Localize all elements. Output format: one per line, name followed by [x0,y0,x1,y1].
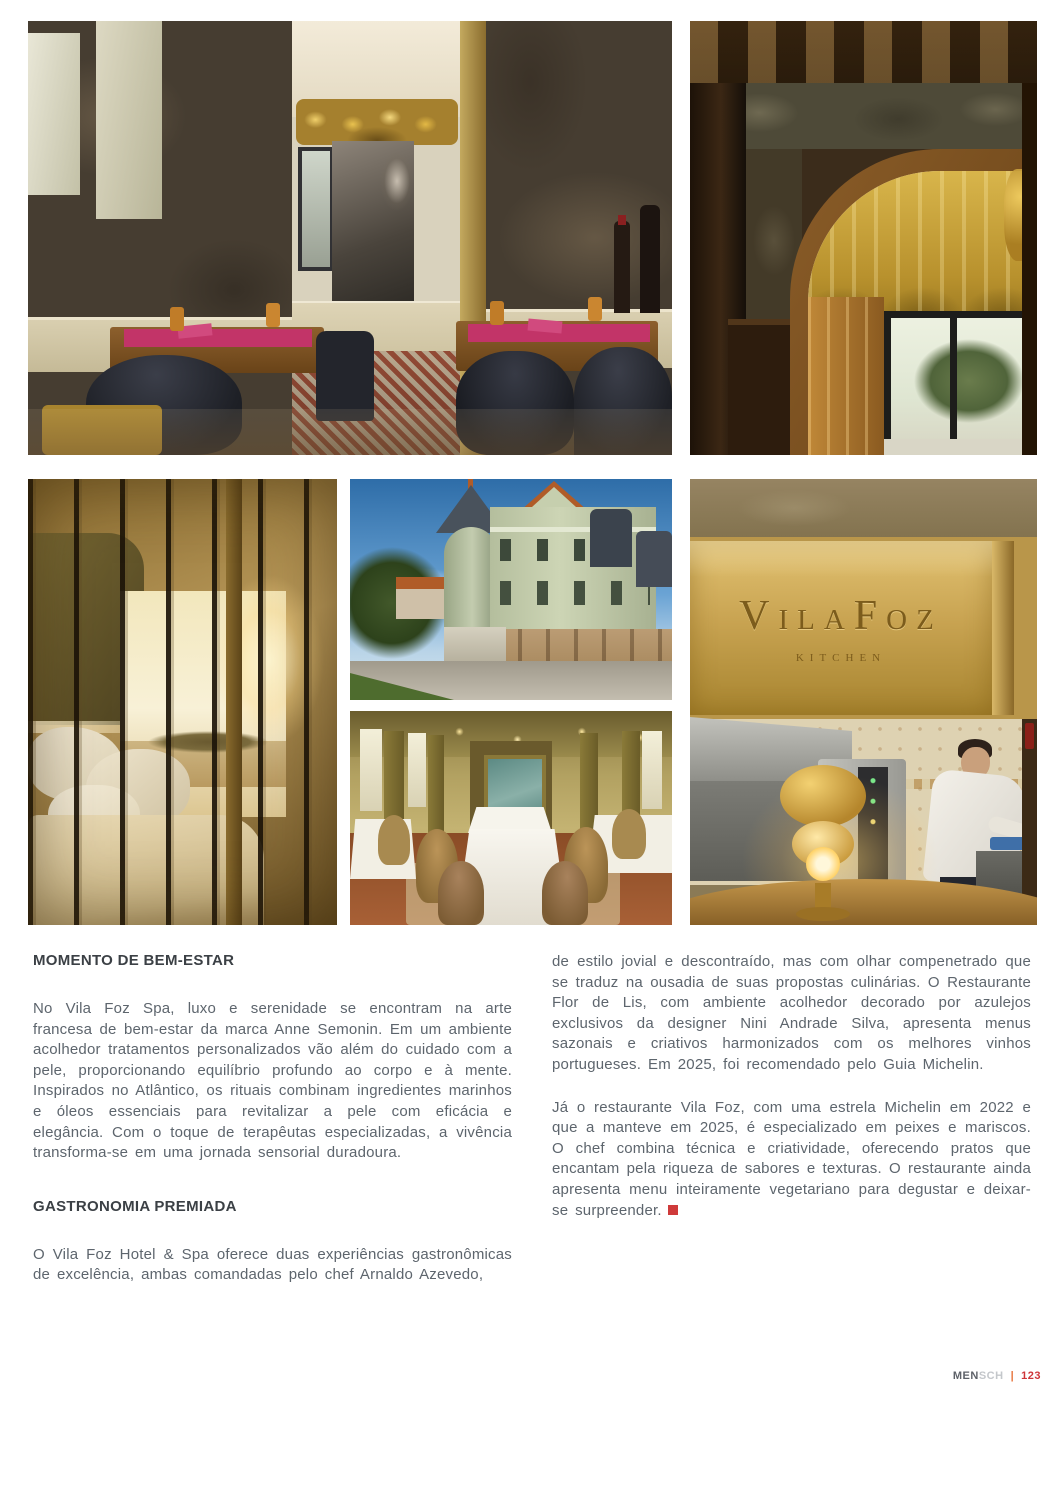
magenta-table-runner [124,329,312,347]
tan-chair [612,809,646,859]
glossy-floor [28,409,672,455]
kitchen-sign-brand-text: VilaFoz [739,593,943,639]
text-column-left [33,952,512,1308]
photo-hotel-exterior [350,479,672,700]
brass-lamp-shade [780,765,866,827]
carved-wood-ceiling [690,21,1037,87]
gold-chandelier [296,99,458,145]
wall-mirror-panel [96,21,162,219]
window-row [500,581,650,605]
paragraph-vila-foz [552,1098,1031,1222]
red-utensil [1025,723,1034,749]
window-frame [884,311,1037,318]
dark-chair [316,331,374,421]
page-number: 123 [1021,1370,1041,1382]
amber-glass [170,307,184,331]
heading-momento-bem-estar: MOMENTO DE BEM-ESTAR [33,952,235,969]
tan-chair [438,861,484,925]
tall-window [642,731,662,809]
magazine-name-light: SCH [978,1370,1004,1382]
heading-gastronomia-premiada: GASTRONOMIA PREMIADA [33,1197,237,1215]
amber-glass [266,303,280,327]
paragraph-gastronomia-intro: O Vila Foz Hotel & Spa oferece duas experiências gastronômicas de excelência, ambas comandadas pelo chef Arnaldo Azevedo, [33,1245,512,1284]
upper-wall [690,479,1037,537]
lamp-bulb [806,847,840,881]
tall-window [360,729,382,811]
terrace-ground [884,439,1037,455]
sign-reflection [690,541,992,577]
photo-kitchen-chef [690,479,1037,925]
lamp-base [796,907,850,921]
paragraph-flor-de-lis: de estilo jovial e descontraído, mas com olhar compenetrado que se traduz na ousadia de suas propostas culinárias. O Restaurante Flor de Lis, com ambiente acolhedor decorado por azulejos exclusivos da designer Nini Andrade Silva, apresenta menus sazonais e criativos harmonizados com os melhores vinhos portugueses. Em 2025, foi recomendado pelo Guia Michelin. [552,953,1031,1073]
window-mullion [884,311,891,455]
tall-window [408,733,426,807]
photo-restaurant-interior [28,21,672,455]
amber-glass [490,301,504,325]
photo-spa-bedroom [28,479,337,925]
mansard-tower [636,531,672,587]
tan-chair [378,815,410,865]
tan-chair [542,861,588,925]
wine-bottle [640,205,660,313]
photo-archway-golden-curtain [690,21,1037,455]
paragraph-vila-foz-text: Já o restaurante Vila Foz, com uma estrela Michelin em 2022 e que a manteve em 2025, é especializado em peixes e mariscos. O chef combina técnica e criatividade, oferecendo pratos que encantam pela riqueza de sabores e texturas. O restaurante ainda apresenta menu inteiramente vegetariano para degustar e deixar-se surpreender. [552,1098,1031,1219]
photo-dark-edge [1022,83,1037,455]
magazine-name-bold: MEN [952,1370,979,1382]
wall-mirror-panel [28,33,80,195]
article-end-mark [668,1205,678,1215]
wood-shutter [808,297,884,455]
photo-dining-hall [350,711,672,925]
wine-bottle [614,221,630,313]
sign-frame-edge [992,541,1014,715]
article-body [33,952,1031,1308]
arch-opening [808,171,1037,455]
kitchen-sign-subtitle-text: KITCHEN [795,652,887,664]
artwork-portrait [380,151,414,211]
text-column-right [552,952,1031,1308]
mansard-tower [590,509,632,567]
window-mullion [950,311,957,455]
stone-stairs [444,627,506,665]
photo-vignette [28,479,337,925]
amber-glass [588,297,602,321]
window-view [884,311,1037,455]
footer-separator: | [1010,1370,1015,1382]
page-footer [953,1370,1041,1382]
tree [914,339,1024,423]
paragraph-spa: No Vila Foz Spa, luxo e serenidade se encontram na arte francesa de bem-estar da marca Anne Semonin. Em um ambiente acolhedor tratamentos personalizados vão além do cuidado com a pele, proporcionando equilíbrio profundo ao corpo e à mente. Inspirados no Atlântico, os rituais combinam ingredientes marinhos e óleos essenciais para revitalizar a pele com eficácia e elegância. Com o toque de terapêutas especializadas, a vivência transforma-se em uma jornada sensorial duradoura. [33,1000,512,1162]
corridor-window [298,147,334,271]
wine-bottle-cap [618,215,626,225]
